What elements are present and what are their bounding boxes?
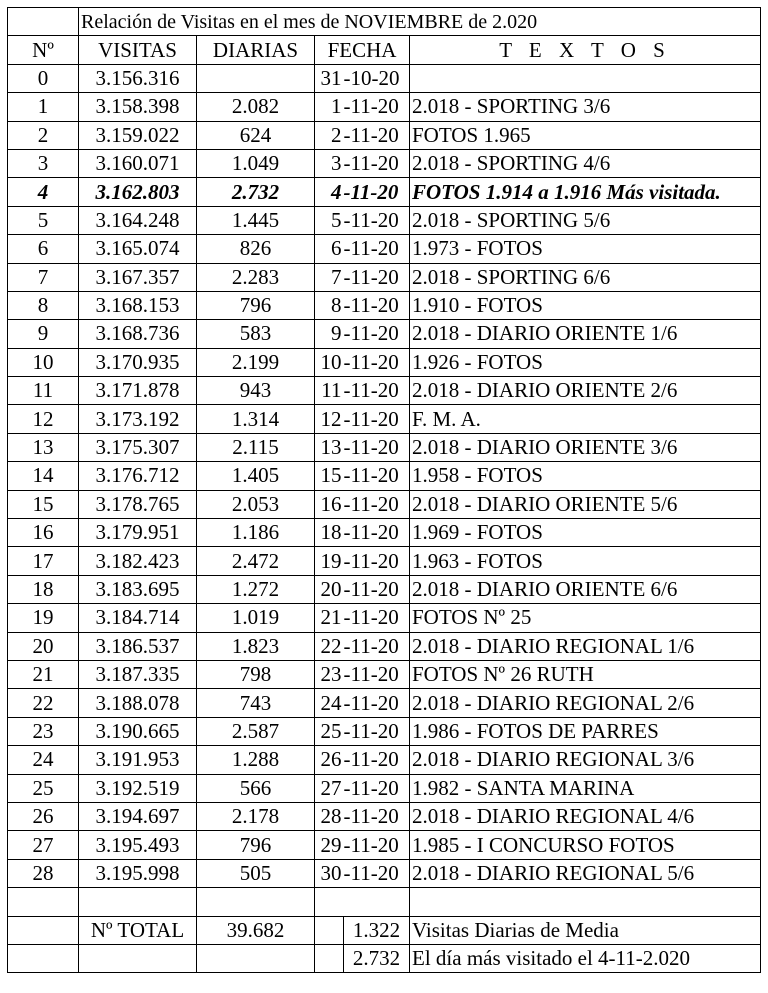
table-row: [8, 263, 761, 291]
row-diarias: 1.405: [197, 462, 315, 490]
row-diarias: 2.472: [197, 547, 315, 575]
table-row: [8, 660, 761, 688]
max-spacer: [315, 944, 344, 972]
table-row: [8, 320, 761, 348]
row-month: -11-20: [344, 859, 410, 887]
table-row: [8, 206, 761, 234]
row-month: -11-20: [344, 547, 410, 575]
row-visitas: 3.162.803: [79, 178, 197, 206]
table-row: [8, 377, 761, 405]
row-visitas: 3.191.953: [79, 746, 197, 774]
row-texto: FOTOS Nº 25: [410, 604, 761, 632]
row-number: 6: [8, 235, 79, 263]
row-visitas: 3.168.153: [79, 291, 197, 319]
row-texto: 1.963 - FOTOS: [410, 547, 761, 575]
row-texto: 2.018 - DIARIO ORIENTE 2/6: [410, 377, 761, 405]
row-day: 29: [315, 831, 344, 859]
row-diarias: 943: [197, 377, 315, 405]
row-day: 7: [315, 263, 344, 291]
table-row: [8, 802, 761, 830]
row-visitas: 3.158.398: [79, 93, 197, 121]
row-day: 11: [315, 377, 344, 405]
table-row: [8, 462, 761, 490]
average-value: 1.322: [344, 916, 410, 944]
max-spacer: [197, 944, 315, 972]
row-visitas: 3.179.951: [79, 519, 197, 547]
row-visitas: 3.165.074: [79, 235, 197, 263]
row-visitas: 3.178.765: [79, 490, 197, 518]
table-row: [8, 178, 761, 206]
row-day: 21: [315, 604, 344, 632]
row-diarias: 1.049: [197, 149, 315, 177]
row-day: 2: [315, 121, 344, 149]
row-month: -11-20: [344, 149, 410, 177]
total-label: Nº TOTAL: [79, 916, 197, 944]
total-spacer: [315, 916, 344, 944]
row-visitas: 3.195.493: [79, 831, 197, 859]
row-month: -11-20: [344, 831, 410, 859]
row-texto: 2.018 - SPORTING 5/6: [410, 206, 761, 234]
row-visitas: 3.194.697: [79, 802, 197, 830]
row-month: -11-20: [344, 348, 410, 376]
row-texto: F. M. A.: [410, 405, 761, 433]
row-month: -11-20: [344, 121, 410, 149]
row-diarias: 796: [197, 831, 315, 859]
row-day: 28: [315, 802, 344, 830]
row-month: -11-20: [344, 405, 410, 433]
row-number: 8: [8, 291, 79, 319]
row-visitas: 3.160.071: [79, 149, 197, 177]
row-month: -11-20: [344, 632, 410, 660]
row-day: 16: [315, 490, 344, 518]
table-row: [8, 490, 761, 518]
row-texto: 2.018 - SPORTING 6/6: [410, 263, 761, 291]
row-day: 26: [315, 746, 344, 774]
row-diarias: 798: [197, 660, 315, 688]
row-number: 1: [8, 93, 79, 121]
table-row: [8, 632, 761, 660]
header-row: [8, 36, 761, 64]
row-texto: 2.018 - DIARIO ORIENTE 6/6: [410, 575, 761, 603]
row-day: 19: [315, 547, 344, 575]
blank-cell: [410, 888, 761, 916]
blank-cell: [8, 888, 79, 916]
row-number: 3: [8, 149, 79, 177]
table-row: [8, 433, 761, 461]
row-number: 23: [8, 717, 79, 745]
row-diarias: [197, 64, 315, 92]
row-diarias: 2.283: [197, 263, 315, 291]
row-texto: 2.018 - DIARIO REGIONAL 3/6: [410, 746, 761, 774]
row-number: 24: [8, 746, 79, 774]
row-diarias: 743: [197, 689, 315, 717]
row-texto: 2.018 - DIARIO REGIONAL 1/6: [410, 632, 761, 660]
table-title: Relación de Visitas en el mes de NOVIEMBRE de 2.020: [79, 8, 761, 36]
row-diarias: 1.272: [197, 575, 315, 603]
row-day: 6: [315, 235, 344, 263]
title-spacer: [8, 8, 79, 36]
table-row: [8, 689, 761, 717]
row-visitas: 3.195.998: [79, 859, 197, 887]
blank-cell: [197, 888, 315, 916]
row-day: 22: [315, 632, 344, 660]
row-month: -11-20: [344, 519, 410, 547]
row-day: 8: [315, 291, 344, 319]
row-visitas: 3.190.665: [79, 717, 197, 745]
blank-cell: [315, 888, 344, 916]
table-row: [8, 547, 761, 575]
row-diarias: 796: [197, 291, 315, 319]
row-number: 19: [8, 604, 79, 632]
row-month: -11-20: [344, 206, 410, 234]
row-texto: 2.018 - DIARIO ORIENTE 1/6: [410, 320, 761, 348]
row-number: 14: [8, 462, 79, 490]
table-row: [8, 746, 761, 774]
row-texto: 1.969 - FOTOS: [410, 519, 761, 547]
row-diarias: 2.115: [197, 433, 315, 461]
row-number: 7: [8, 263, 79, 291]
row-diarias: 2.082: [197, 93, 315, 121]
row-diarias: 2.199: [197, 348, 315, 376]
row-month: -11-20: [344, 802, 410, 830]
row-visitas: 3.188.078: [79, 689, 197, 717]
row-month: -11-20: [344, 462, 410, 490]
row-number: 11: [8, 377, 79, 405]
row-visitas: 3.175.307: [79, 433, 197, 461]
row-visitas: 3.173.192: [79, 405, 197, 433]
row-day: 13: [315, 433, 344, 461]
row-visitas: 3.170.935: [79, 348, 197, 376]
table-row: [8, 64, 761, 92]
row-texto: 1.926 - FOTOS: [410, 348, 761, 376]
table-row: [8, 859, 761, 887]
row-day: 31: [315, 64, 344, 92]
row-diarias: 2.587: [197, 717, 315, 745]
total-row: [8, 916, 761, 944]
row-number: 5: [8, 206, 79, 234]
row-day: 10: [315, 348, 344, 376]
row-texto: 2.018 - DIARIO REGIONAL 5/6: [410, 859, 761, 887]
total-spacer: [8, 916, 79, 944]
table-row: [8, 405, 761, 433]
table-row: [8, 604, 761, 632]
row-texto: FOTOS Nº 26 RUTH: [410, 660, 761, 688]
row-texto: 1.910 - FOTOS: [410, 291, 761, 319]
table-row: [8, 717, 761, 745]
row-month: -11-20: [344, 263, 410, 291]
row-month: -11-20: [344, 235, 410, 263]
row-visitas: 3.156.316: [79, 64, 197, 92]
row-number: 18: [8, 575, 79, 603]
average-text: Visitas Diarias de Media: [410, 916, 761, 944]
row-texto: 1.958 - FOTOS: [410, 462, 761, 490]
row-month: -11-20: [344, 575, 410, 603]
row-month: -11-20: [344, 433, 410, 461]
table-row: [8, 235, 761, 263]
row-day: 24: [315, 689, 344, 717]
header-diarias: DIARIAS: [197, 36, 315, 64]
max-row: [8, 944, 761, 972]
table-row: [8, 121, 761, 149]
row-month: -11-20: [344, 320, 410, 348]
row-visitas: 3.184.714: [79, 604, 197, 632]
table-row: [8, 575, 761, 603]
row-day: 30: [315, 859, 344, 887]
row-texto: 2.018 - DIARIO REGIONAL 2/6: [410, 689, 761, 717]
row-texto: 2.018 - SPORTING 3/6: [410, 93, 761, 121]
header-visitas: VISITAS: [79, 36, 197, 64]
row-number: 12: [8, 405, 79, 433]
row-number: 25: [8, 774, 79, 802]
row-diarias: 826: [197, 235, 315, 263]
row-diarias: 2.178: [197, 802, 315, 830]
row-number: 22: [8, 689, 79, 717]
row-day: 25: [315, 717, 344, 745]
row-month: -10-20: [344, 64, 410, 92]
table-row: [8, 774, 761, 802]
row-number: 28: [8, 859, 79, 887]
row-number: 26: [8, 802, 79, 830]
row-month: -11-20: [344, 604, 410, 632]
row-month: -11-20: [344, 93, 410, 121]
header-textos: T E X T O S: [410, 36, 761, 64]
row-texto: 2.018 - SPORTING 4/6: [410, 149, 761, 177]
row-texto: [410, 64, 761, 92]
max-text: El día más visitado el 4-11-2.020: [410, 944, 761, 972]
row-month: -11-20: [344, 774, 410, 802]
row-diarias: 2.732: [197, 178, 315, 206]
row-day: 4: [315, 178, 344, 206]
row-day: 20: [315, 575, 344, 603]
row-visitas: 3.168.736: [79, 320, 197, 348]
row-texto: 1.973 - FOTOS: [410, 235, 761, 263]
row-diarias: 1.823: [197, 632, 315, 660]
row-diarias: 566: [197, 774, 315, 802]
row-visitas: 3.186.537: [79, 632, 197, 660]
row-day: 12: [315, 405, 344, 433]
row-texto: 1.982 - SANTA MARINA: [410, 774, 761, 802]
row-visitas: 3.187.335: [79, 660, 197, 688]
row-day: 15: [315, 462, 344, 490]
max-spacer: [8, 944, 79, 972]
header-num: Nº: [8, 36, 79, 64]
row-number: 9: [8, 320, 79, 348]
row-diarias: 1.314: [197, 405, 315, 433]
title-row: [8, 8, 761, 36]
row-day: 23: [315, 660, 344, 688]
row-month: -11-20: [344, 291, 410, 319]
row-number: 20: [8, 632, 79, 660]
table-row: [8, 519, 761, 547]
row-texto: FOTOS 1.914 a 1.916 Más visitada.: [410, 178, 761, 206]
row-day: 27: [315, 774, 344, 802]
row-month: -11-20: [344, 689, 410, 717]
row-number: 2: [8, 121, 79, 149]
row-diarias: 1.288: [197, 746, 315, 774]
table-row: [8, 93, 761, 121]
row-visitas: 3.192.519: [79, 774, 197, 802]
row-visitas: 3.182.423: [79, 547, 197, 575]
row-visitas: 3.183.695: [79, 575, 197, 603]
row-month: -11-20: [344, 490, 410, 518]
row-diarias: 2.053: [197, 490, 315, 518]
row-number: 10: [8, 348, 79, 376]
row-texto: 1.985 - I CONCURSO FOTOS: [410, 831, 761, 859]
row-number: 16: [8, 519, 79, 547]
table-row: [8, 831, 761, 859]
row-day: 18: [315, 519, 344, 547]
row-visitas: 3.164.248: [79, 206, 197, 234]
row-diarias: 505: [197, 859, 315, 887]
table-row: [8, 291, 761, 319]
row-day: 1: [315, 93, 344, 121]
row-number: 4: [8, 178, 79, 206]
row-month: -11-20: [344, 377, 410, 405]
row-number: 17: [8, 547, 79, 575]
row-visitas: 3.176.712: [79, 462, 197, 490]
row-day: 3: [315, 149, 344, 177]
row-day: 5: [315, 206, 344, 234]
row-texto: 2.018 - DIARIO REGIONAL 4/6: [410, 802, 761, 830]
row-texto: 1.986 - FOTOS DE PARRES: [410, 717, 761, 745]
table-row: [8, 149, 761, 177]
row-diarias: 1.186: [197, 519, 315, 547]
row-number: 27: [8, 831, 79, 859]
blank-cell: [79, 888, 197, 916]
row-day: 9: [315, 320, 344, 348]
row-visitas: 3.167.357: [79, 263, 197, 291]
max-spacer: [79, 944, 197, 972]
row-visitas: 3.171.878: [79, 377, 197, 405]
row-texto: 2.018 - DIARIO ORIENTE 5/6: [410, 490, 761, 518]
blank-cell: [344, 888, 410, 916]
visits-table: [7, 7, 761, 973]
row-month: -11-20: [344, 746, 410, 774]
row-month: -11-20: [344, 178, 410, 206]
blank-row: [8, 888, 761, 916]
header-fecha: FECHA: [315, 36, 410, 64]
row-texto: FOTOS 1.965: [410, 121, 761, 149]
row-month: -11-20: [344, 660, 410, 688]
row-texto: 2.018 - DIARIO ORIENTE 3/6: [410, 433, 761, 461]
row-number: 0: [8, 64, 79, 92]
row-diarias: 583: [197, 320, 315, 348]
max-value: 2.732: [344, 944, 410, 972]
row-diarias: 624: [197, 121, 315, 149]
row-number: 21: [8, 660, 79, 688]
row-number: 13: [8, 433, 79, 461]
total-value: 39.682: [197, 916, 315, 944]
row-visitas: 3.159.022: [79, 121, 197, 149]
row-diarias: 1.445: [197, 206, 315, 234]
row-diarias: 1.019: [197, 604, 315, 632]
row-month: -11-20: [344, 717, 410, 745]
table-row: [8, 348, 761, 376]
row-number: 15: [8, 490, 79, 518]
